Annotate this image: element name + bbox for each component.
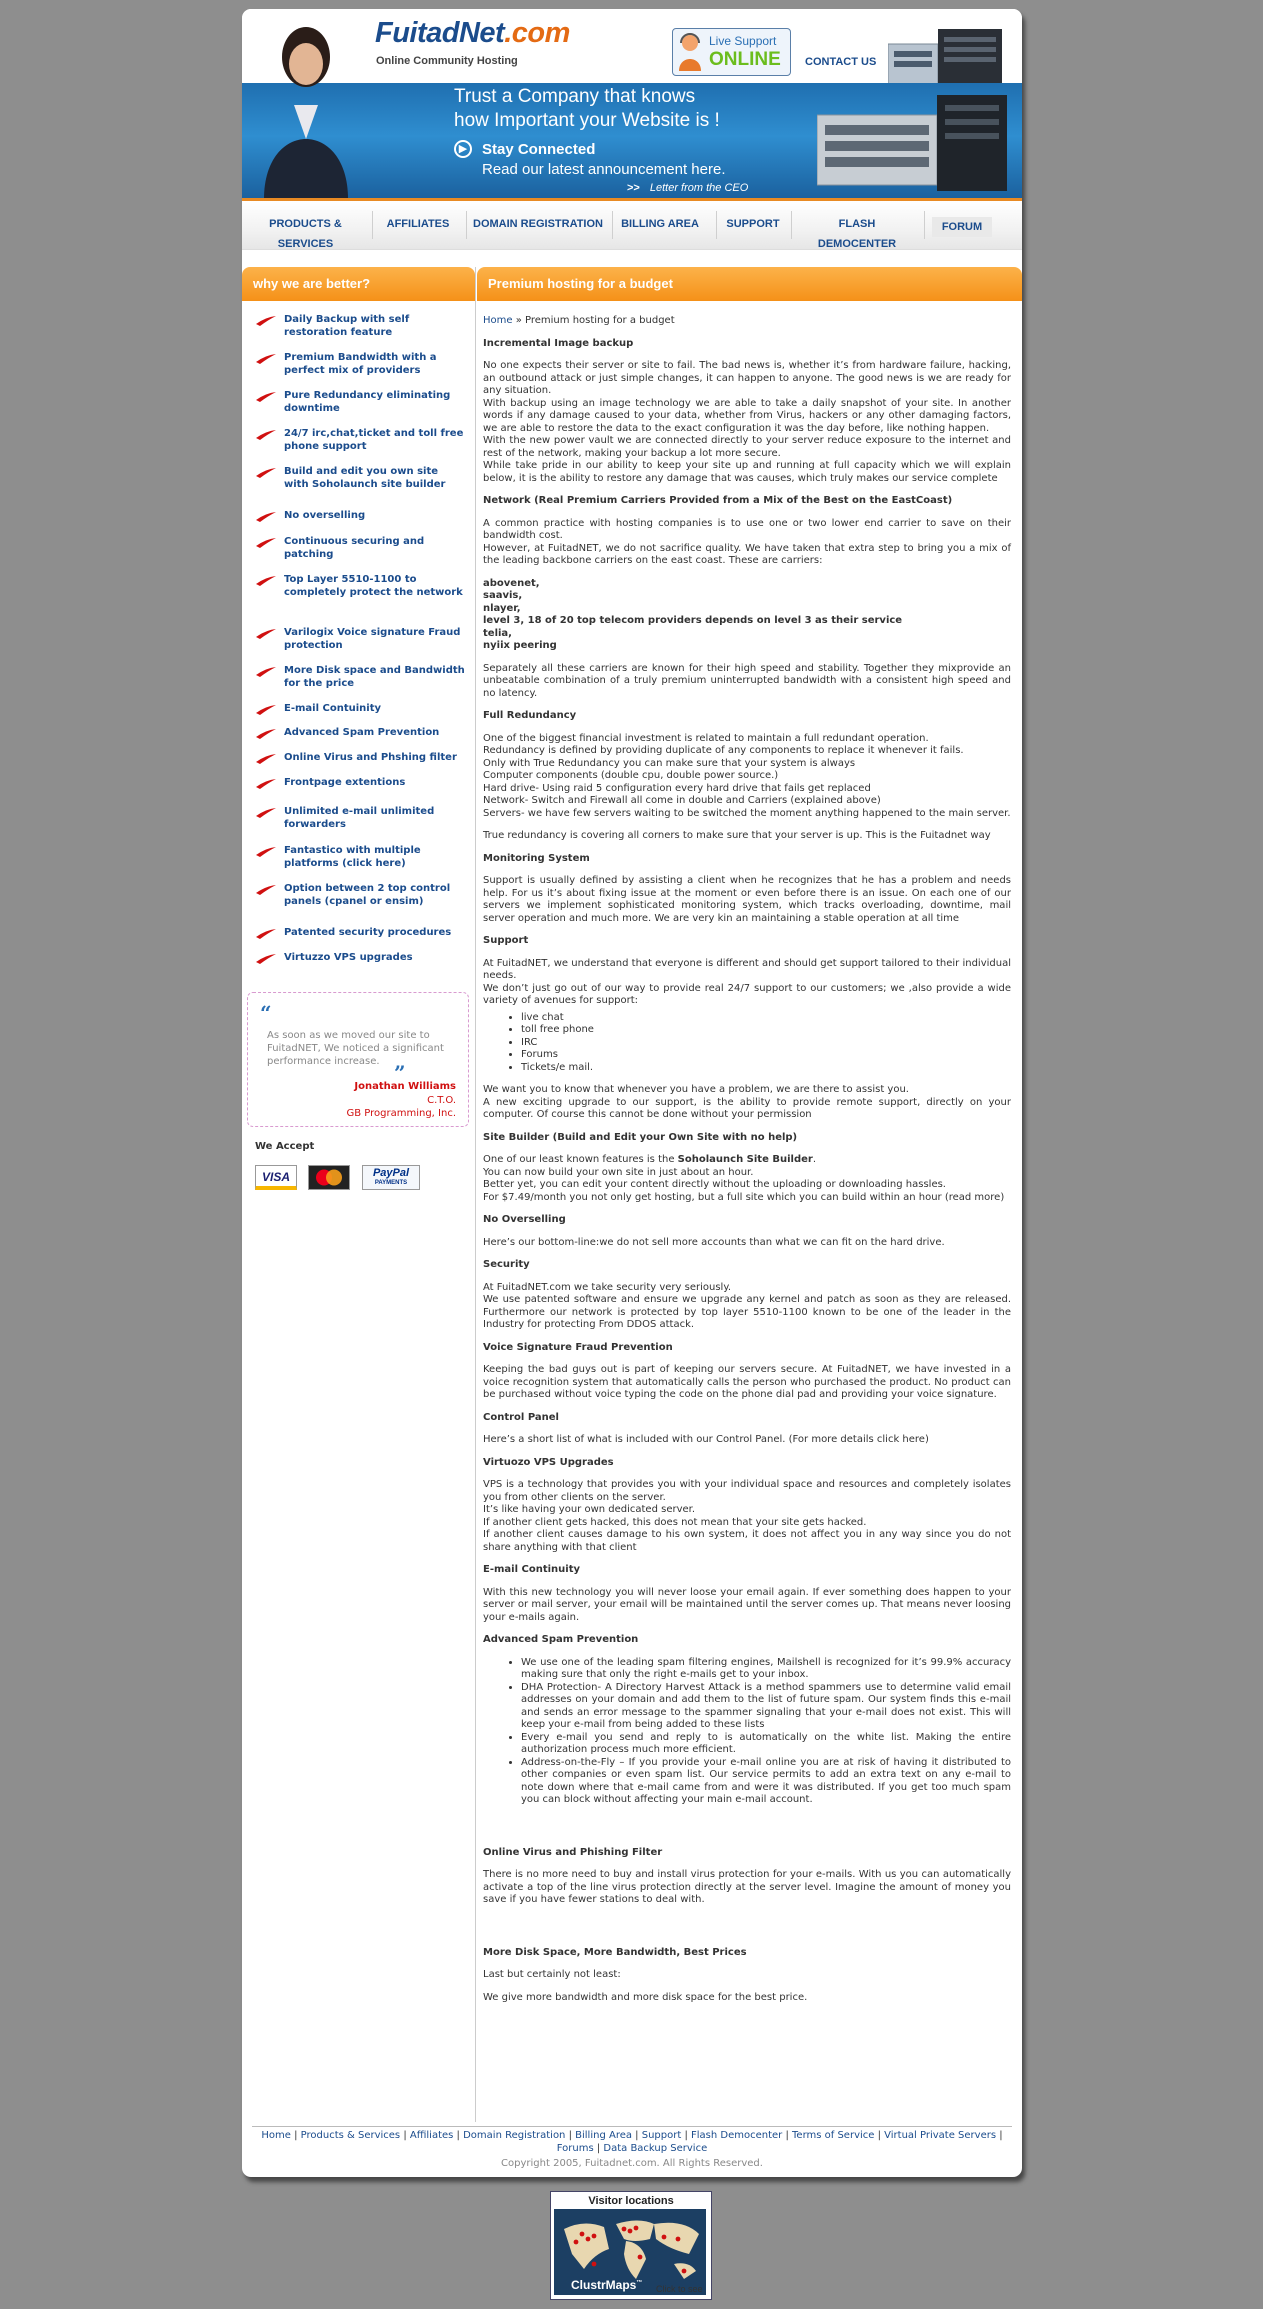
visitor-map-title: Visitor locations [588, 2195, 674, 2207]
section-title-spam: Advanced Spam Prevention [483, 1634, 639, 1645]
site-tagline: Online Community Hosting [376, 55, 518, 67]
footer-link[interactable]: Forums [556, 2143, 594, 2154]
sidebar-feature-label: Virtuzzo VPS upgrades [284, 952, 413, 963]
monitoring-text: Support is usually defined by assisting a client when he recognizes that he has a problem and needs help. For us it’s about fixing issue at the moment or even before there is an issue. On each one of our servers we implement sophisticated monitoring system, which tracks overloading, downtime, mail server operation and much more. We are very kin an maintaining a stable operation at all time [483, 875, 1011, 924]
nav-forum[interactable]: FORUM [932, 217, 992, 237]
control-panel-text: Here’s a short list of what is included with our Control Panel. (For more details click here) [483, 1434, 929, 1445]
testimonial-company: GB Programming, Inc. [346, 1108, 456, 1119]
nav-separator [716, 211, 717, 239]
overselling-text: Here’s our bottom-line:we do not sell more accounts than what we can fit on the hard drive. [483, 1236, 945, 1248]
security-text: At FuitadNET.com we take security very seriously. We use patented software and ensure we upgrade any kernel and patch as soon as they are released. Furthermore our network is protected by top layer 5510-1100 known to be one of the leader in the Industry for protecting From DDOS attack. [483, 1281, 1011, 1330]
we-accept-heading: We Accept [255, 1141, 315, 1152]
paypal-icon: PayPal PAYMENTS [362, 1165, 420, 1190]
sidebar-feature-item[interactable] [256, 389, 466, 415]
sidebar-feature-label: Pure Redundancy eliminating downtime [284, 390, 451, 414]
footer-separator: | [874, 2130, 885, 2141]
swoosh-arrow-icon [256, 885, 276, 895]
sidebar-feature-label: Patented security procedures [284, 927, 452, 938]
sidebar-feature-item[interactable] [256, 626, 466, 652]
support-remote-text: We want you to know that whenever you have a problem, we are there to assist you. A new exciting upgrade to our support, is the ability to provide remote support, directly on your computer. Of course this cannot be done without your permission [483, 1084, 1011, 1120]
section-title-network: Network (Real Premium Carriers Provided from a Mix of the Best on the EastCoast) [483, 495, 953, 506]
nav-domain-registration[interactable]: DOMAIN REGISTRATION [473, 218, 603, 230]
breadcrumb: Home » Premium hosting for a budget [483, 315, 675, 326]
sidebar-feature-label: Advanced Spam Prevention [284, 727, 440, 738]
section-title-email: E-mail Continuity [483, 1564, 580, 1575]
section-title-security: Security [483, 1259, 530, 1270]
swoosh-arrow-icon [256, 779, 276, 789]
swoosh-arrow-icon [256, 538, 276, 548]
stay-connected-heading: Stay Connected [482, 141, 596, 158]
support-status: ONLINE [709, 49, 781, 70]
banner-headline-2: how Important your Website is ! [454, 110, 720, 131]
live-support-button[interactable] [672, 28, 791, 76]
footer-separator: | [565, 2130, 576, 2141]
nav-affiliates[interactable]: AFFILIATES [386, 218, 450, 230]
section-title-disk: More Disk Space, More Bandwidth, Best Prices [483, 1946, 747, 1958]
nav-products-services[interactable]: PRODUCTS & SERVICES [269, 218, 342, 250]
section-title-sitebuilder: Site Builder (Build and Edit your Own Site with no help) [483, 1131, 798, 1143]
content-body [483, 315, 1011, 2014]
section-title-overselling: No Overselling [483, 1214, 566, 1225]
list-item: • live chat [521, 1012, 1011, 1025]
footer-link[interactable]: Data Backup Service [603, 2143, 708, 2154]
footer-separator: | [400, 2130, 410, 2141]
redundancy-summary: True redundancy is covering all corners to make sure that your server is up. This is the Fuitadnet way [483, 830, 991, 841]
sidebar-feature-item[interactable] [256, 926, 466, 939]
sidebar [242, 267, 476, 2122]
sidebar-feature-label: Online Virus and Phshing filter [284, 752, 457, 763]
sidebar-feature-label: Unlimited e-mail unlimited forwarders [284, 806, 435, 830]
sidebar-feature-item[interactable] [256, 751, 466, 764]
swoosh-arrow-icon [256, 929, 276, 939]
footer-separator: | [681, 2130, 691, 2141]
sidebar-feature-item[interactable] [256, 844, 466, 870]
section-title-vps: Virtuozo VPS Upgrades [483, 1456, 614, 1468]
testimonial-text: As soon as we moved our site to FuitadNET, We noticed a significant performance increase. [267, 1030, 444, 1067]
support-agent-icon [677, 33, 703, 71]
sidebar-feature-label: Daily Backup with self restoration feature [284, 314, 410, 338]
ceo-letter-link[interactable]: >> Letter from the CEO [627, 182, 749, 194]
sidebar-feature-item[interactable] [256, 509, 466, 522]
mastercard-icon [308, 1165, 350, 1190]
content-heading: Premium hosting for a budget [477, 267, 1022, 301]
swoosh-arrow-icon [256, 392, 276, 402]
open-quote-icon: “ [260, 1001, 272, 1025]
sidebar-feature-label: Continuous securing and patching [284, 536, 425, 560]
voice-text: Keeping the bad guys out is part of keeping our servers secure. At FuitadNET, we have invested in a voice recognition system that automatically calls the person who purchased the product. No product can be purchased without voice typing the code on the phone dial pad and providing your voice signature. [483, 1364, 1011, 1400]
list-item: • toll free phone [521, 1024, 1011, 1037]
nav-separator [612, 211, 613, 239]
sidebar-feature-item[interactable] [256, 805, 466, 831]
network-text: A common practice with hosting companies is to use one or two lower end carrier to save on their bandwidth cost. However, at FuitadNET, we do not sacrifice quality. We have taken that extra step to bring you a mix of the leading backbone carriers on the east coast. These are carriers: [483, 517, 1011, 566]
close-quote-icon: ” [394, 1061, 406, 1085]
section-title-voice: Voice Signature Fraud Prevention [483, 1341, 673, 1353]
nav-separator [372, 211, 373, 239]
copyright: Copyright 2005, Fuitadnet.com. All Rights Reserved. [501, 2158, 763, 2169]
sidebar-feature-item[interactable] [256, 427, 466, 453]
swoosh-arrow-icon [256, 954, 276, 964]
support-channels-list [483, 1012, 1011, 1075]
sidebar-heading: why we are better? [242, 267, 475, 301]
arrow-right-icon: ▶ [454, 140, 472, 158]
sidebar-feature-item[interactable] [256, 882, 466, 908]
section-title-monitoring: Monitoring System [483, 852, 590, 864]
swoosh-arrow-icon [256, 316, 276, 326]
footer-link[interactable]: Affiliates [409, 2130, 454, 2141]
sidebar-feature-item[interactable] [256, 664, 466, 690]
footer-separator: | [453, 2130, 464, 2141]
hero-banner [242, 83, 1022, 201]
list-item: • Address-on-the-Fly – If you provide your e-mail online you are at risk of having it distributed to other companies or even spam list. Our service permits to add an extra text on any e-mail to note down where that e-mail came from and were it was distributed. If you get too much spam you can block without affecting your main e-mail account. [521, 1757, 1011, 1807]
nav-flash-democenter[interactable]: FLASH DEMOCENTER [817, 218, 897, 250]
section-title-support: Support [483, 935, 529, 946]
swoosh-arrow-icon [256, 430, 276, 440]
clustrmaps-logo: ClustrMaps™ [571, 2278, 643, 2292]
section-title-virus: Online Virus and Phishing Filter [483, 1846, 663, 1858]
list-item: • DHA Protection- A Directory Harvest Attack is a method spammers use to determine valid email addresses on your domain and add them to the list of future spam. Our system finds this e-mail and sends an error message to the spammer signaling that your e-mail does not exist. This will keep your e-mail from being added to these lists [521, 1682, 1011, 1732]
sidebar-feature-item[interactable] [256, 726, 466, 739]
swoosh-arrow-icon [256, 754, 276, 764]
nav-separator [791, 211, 792, 239]
site-logo[interactable]: FuitadNet.com [375, 17, 570, 49]
swoosh-arrow-icon [256, 512, 276, 522]
swoosh-arrow-icon [256, 705, 276, 715]
breadcrumb-current: Premium hosting for a budget [525, 315, 675, 326]
sidebar-feature-item[interactable] [256, 951, 466, 964]
nav-separator [466, 211, 467, 239]
sitebuilder-text: One of our least known features is the Soholaunch Site Builder. You can now build your own site in just about an hour. Better yet, you can edit your content directly without the uploading or downloading hassles. For $7.49/month you not only get hosting, but a full site which you can build within an hour (read more) [483, 1154, 1005, 1203]
email-text: With this new technology you will never loose your email again. If ever something does happen to your server or mail server, your email will be maintained until the server comes up. That means never loosing your e-mails again. [483, 1586, 1011, 1623]
sidebar-feature-label: Frontpage extentions [284, 777, 406, 788]
click-to-see-link[interactable]: Click to see [656, 2284, 703, 2294]
sidebar-feature-item[interactable] [256, 535, 466, 561]
swoosh-arrow-icon [256, 354, 276, 364]
disk-text-2: We give more bandwidth and more disk space for the best price. [483, 1991, 808, 2003]
redundancy-text: One of the biggest financial investment is related to maintain a full redundant operation. Redundancy is defined by providing duplicate of any components to replace it whenever it fails. Only with True Redundancy you can make sure that your system is always Computer components (double cpu, double power source.) Hard drive- Using raid 5 configuration every hard drive that fails get replaced Network- Switch and Firewall all come in double and Carriers (explained above) Servers- we have few servers waiting to be switched the moment anything happened to the main server. [483, 732, 1011, 819]
footer-link[interactable]: Terms of Service [792, 2130, 875, 2141]
sidebar-feature-item[interactable] [256, 776, 466, 789]
nav-separator [924, 211, 925, 239]
footer-link[interactable]: Billing Area [575, 2130, 632, 2141]
contact-us-link[interactable]: CONTACT US [805, 56, 877, 68]
list-item: • Every e-mail you send and reply to is automatically on the white list. Making the entire authorization process much more efficient. [521, 1732, 1011, 1757]
main-navigation [242, 201, 1022, 250]
swoosh-arrow-icon [256, 729, 276, 739]
list-item: • We use one of the leading spam filtering engines, Mailshell is recognized for it’s 99.9% accuracy making sure that only the right e-mails get to your inbox. [521, 1657, 1011, 1682]
swoosh-arrow-icon [256, 576, 276, 586]
sidebar-feature-item[interactable] [256, 465, 466, 491]
sidebar-feature-item[interactable] [256, 313, 466, 339]
sidebar-feature-label: No overselling [284, 510, 366, 521]
footer-link[interactable]: Home [261, 2130, 291, 2141]
virus-text: There is no more need to buy and install virus protection for your e-mails. With us you can automatically activate a top of the line virus protection directly at the server level. Imagine the amount of money you save if you have fewer stations to deal with. [483, 1869, 1011, 1905]
sidebar-feature-item[interactable] [256, 702, 466, 715]
sidebar-feature-label: 24/7 irc,chat,ticket and toll free phone support [284, 428, 464, 452]
testimonial-box [247, 992, 469, 1127]
footer-separator: | [632, 2130, 642, 2141]
testimonial-author: Jonathan Williams [354, 1081, 456, 1092]
swoosh-arrow-icon [256, 468, 276, 478]
backup-text: No one expects their server or site to fail. The bad news is, whether it’s from hardware failure, hacking, an outbound attack or just simple changes, it can happen to anyone. The good news is we are ready for any situation. With backup using an image technology we are able to take a daily snapshot of your site. In another words if any damage caused to your data, whether from Virus, hackers or any other damaging factors, we are able to restore the data to the exact configuration it was the day before, like nothing happen. With the new power vault we are connected directly to your server reduce exposure to the internet and rest of the network, making your backup a lot more secure. While take pride in our ability to keep your site up and running at full capacity which we will explain below, it is the ability to restore any damage that was causes, which truly makes our service complete [483, 360, 1011, 484]
section-title-control-panel: Control Panel [483, 1411, 559, 1423]
support-label: Live Support [709, 34, 777, 48]
nav-billing-area[interactable]: BILLING AREA [621, 218, 699, 230]
list-item: • Tickets/e mail. [521, 1062, 1011, 1075]
main-content [477, 267, 1022, 2122]
network-summary: Separately all these carriers are known for their high speed and stability. Together they mixprovide an unbeatable combination of a truly premium uninterrupted bandwidth with a consistent high speed and no latency. [483, 662, 1011, 699]
server-hardware-image [817, 95, 1012, 191]
swoosh-arrow-icon [256, 629, 276, 639]
banner-headline-1: Trust a Company that knows [454, 86, 696, 107]
breadcrumb-home-link[interactable]: Home [483, 315, 513, 326]
page-container [242, 9, 1022, 2177]
footer-separator: | [290, 2130, 301, 2141]
visa-card-icon: VISA [255, 1165, 297, 1190]
footer-link[interactable]: Virtual Private Servers [884, 2130, 997, 2141]
nav-support[interactable]: SUPPORT [726, 218, 780, 230]
testimonial-author-title: C.T.O. [427, 1095, 456, 1106]
sidebar-feature-label: More Disk space and Bandwidth for the price [284, 665, 465, 689]
footer-links [242, 2129, 1022, 2155]
sidebar-feature-label: Varilogix Voice signature Fraud protection [284, 627, 461, 651]
footer-link[interactable]: Flash Democenter [691, 2130, 783, 2141]
visitor-map-widget[interactable] [550, 2191, 712, 2300]
carriers-list: abovenet, saavis, nlayer, level 3, 18 of 20 top telecom providers depends on level 3 as their service telia, nyiix peering [483, 577, 903, 651]
list-item: • Forums [521, 1049, 1011, 1062]
sidebar-feature-item[interactable] [256, 351, 466, 377]
sidebar-feature-label: E-mail Contuinity [284, 703, 381, 714]
vps-text: VPS is a technology that provides you with your individual space and resources and completely isolates you from other clients on the server. It’s like having your own dedicated server. If another client gets hacked, this does not mean that your site gets hacked. If another client causes damage to his own system, it does not affect you in any way since you do not share anything with that client [483, 1479, 1011, 1553]
footer-divider [252, 2126, 1012, 2127]
sidebar-feature-label: Build and edit you own site with Soholaunch site builder [284, 466, 446, 490]
list-item: • IRC [521, 1037, 1011, 1050]
support-text: At FuitadNET, we understand that everyone is different and should get support tailored to their individual needs. We don’t just go out of our way to provide real 24/7 support to our customers; we ,also provide a wide variety of avenues for support: [483, 957, 1012, 1006]
double-arrow-icon: >> [627, 182, 640, 194]
announcement-link[interactable]: Read our latest announcement here. [482, 161, 726, 178]
footer-separator: | [782, 2130, 793, 2141]
spokesperson-photo [244, 9, 364, 199]
swoosh-arrow-icon [256, 667, 276, 677]
footer-link[interactable]: Support [641, 2130, 682, 2141]
sidebar-feature-label: Option between 2 top control panels (cpanel or ensim) [284, 883, 451, 907]
sidebar-feature-label: Premium Bandwidth with a perfect mix of providers [284, 352, 437, 376]
footer-separator: | [593, 2143, 604, 2154]
spam-features-list [483, 1657, 1011, 1807]
sidebar-feature-item[interactable] [256, 573, 466, 599]
disk-text-1: Last but certainly not least: [483, 1969, 621, 1980]
footer-link[interactable]: Domain Registration [463, 2130, 566, 2141]
sidebar-feature-label: Fantastico with multiple platforms (click here) [284, 845, 421, 869]
swoosh-arrow-icon [256, 808, 276, 818]
footer-link[interactable]: Products & Services [300, 2130, 401, 2141]
swoosh-arrow-icon [256, 847, 276, 857]
server-rack-image [888, 29, 1022, 89]
sidebar-feature-label: Top Layer 5510-1100 to completely protect the network [284, 574, 463, 598]
footer-separator: | [996, 2130, 1003, 2141]
section-title-redundancy: Full Redundancy [483, 710, 577, 721]
section-title-backup: Incremental Image backup [483, 337, 634, 349]
